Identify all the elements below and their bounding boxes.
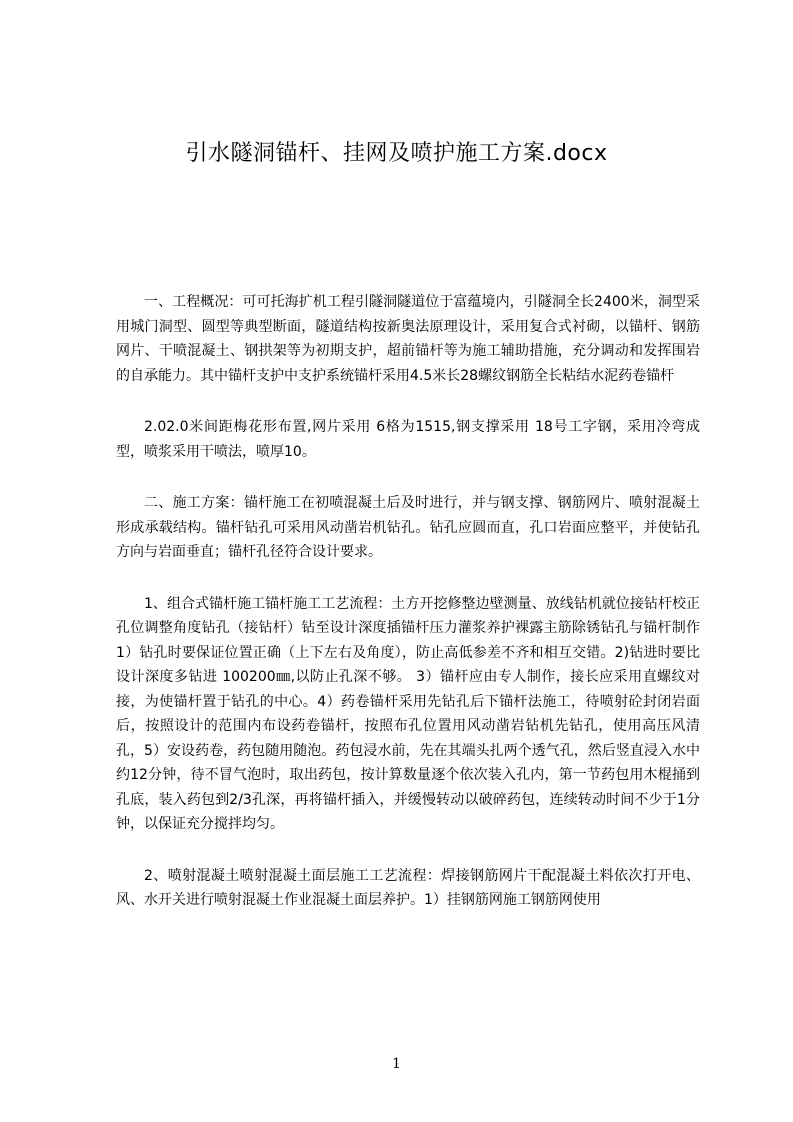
- document-body: [116, 290, 700, 940]
- paragraph-shotcrete-process: 2、喷射混凝土喷射混凝土面层施工工艺流程：焊接钢筋网片干配混凝土料依次打开电、风、水开关进行喷射混凝土作业混凝土面层养护。1）挂钢筋网施工钢筋网使用: [116, 867, 700, 908]
- paragraph-spacing-mesh: 2.02.0米间距梅花形布置,网片采用 6格为1515,钢支撑采用 18号工字钢，采用冷弯成型，喷浆采用干喷法，喷厚10。: [116, 419, 700, 460]
- document-title: 引水隧洞锚杆、挂网及喷护施工方案.docx: [185, 141, 608, 166]
- paragraph-project-overview: 一、工程概况：可可托海扩机工程引隧洞隧道位于富蕴境内，引隧洞全长2400米，洞型采用城门洞型、圆型等典型断面，隧道结构按新奥法原理设计，采用复合式衬砌，以锚杆、钢筋网片、干喷混凝土、钢拱架等为初期支护，超前锚杆等为施工辅助措施，充分调动和发挥围岩的自承能力。其中锚杆支护中支护系统锚杆采用4.5米长28螺纹钢筋全长粘结水泥药卷锚杆: [116, 294, 700, 384]
- page-number: 1: [392, 1056, 401, 1072]
- paragraph-construction-plan: 二、施工方案：锚杆施工在初喷混凝土后及时进行，并与钢支撑、钢筋网片、喷射混凝土形成承载结构。锚杆钻孔可采用风动凿岩机钻孔。钻孔应圆而直，孔口岩面应整平，并使钻孔方向与岩面垂直；锚杆孔径符合设计要求。: [116, 495, 700, 560]
- paragraph-anchor-process: 1、组合式锚杆施工锚杆施工工艺流程：土方开挖修整边壁测量、放线钻机就位接钻杆校正孔位调整角度钻孔（接钻杆）钻至设计深度插锚杆压力灌浆养护裸露主筋除锈钻孔与锚杆制作 1）钻孔时要保证位置正确（上下左右及角度），防止高低参差不齐和相互交错。2)钻进时要比设计深度多钻进 100200㎜,以防止孔深不够。 3）锚杆应由专人制作，接长应采用直螺纹对接，为使锚杆置于钻孔的中心。4）药卷锚杆采用先钻孔后下锚杆法施工，待喷射砼封闭岩面后，按照设计的范围内布设药卷锚杆，按照布孔位置用风动凿岩钻机先钻孔，使用高压风清孔，5）安设药卷，药包随用随泡。药包浸水前，先在其端头扎两个透气孔，然后竖直浸入水中约12分钟，待不冒气泡时，取出药包，按计算数量逐个依次装入孔内，第一节药包用木棍捅到孔底，装入药包到2/3孔深，再将锚杆插入，并缓慢转动以破碎药包，连续转动时间不少于1分钟，以保证充分搅拌均匀。: [116, 595, 700, 832]
